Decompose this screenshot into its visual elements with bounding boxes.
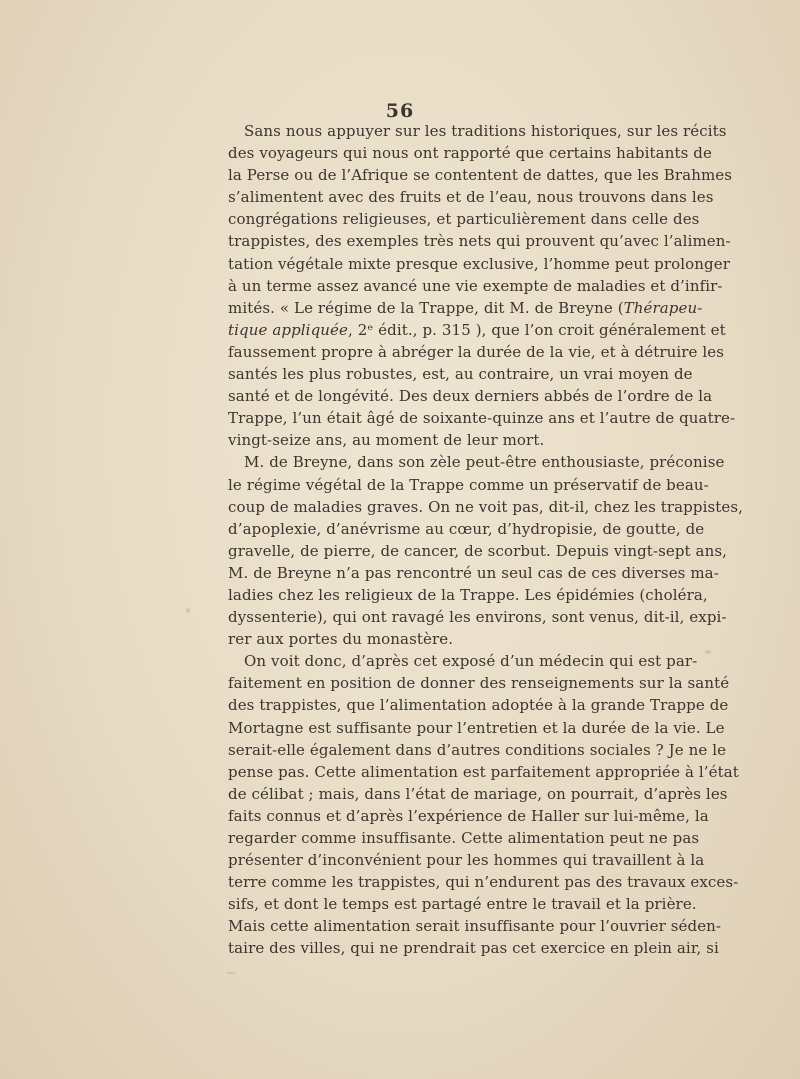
ink-speck [705,650,711,654]
text-line: dyssenterie), qui ont ravagé les environs, sont venus, dit-il, expi- [228,608,727,627]
italic-text: tique appliquée [228,320,348,339]
text-line: congrégations religieuses, et particulièrement dans celle des [228,210,700,229]
text-line: ladies chez les religieux de la Trappe. Les épidémies (choléra, [228,585,708,604]
text-line: Mortagne est suffisante pour l’entretien et la durée de la vie. Le [228,718,725,737]
text-line: s’alimentent avec des fruits et de l’eau, nous trouvons dans les [228,188,714,207]
text-segment: , 2ᵉ édit., p. 315 ), que l’on croit généralement et [348,320,726,339]
text-line: pense pas. Cette alimentation est parfaitement appropriée à l’état [228,762,739,781]
text-line: M. de Breyne, dans son zèle peut-être enthousiaste, préconise [244,453,725,472]
text-line: Trappe, l’un était âgé de soixante-quinze ans et l’autre de quatre- [228,409,736,428]
text-line: rer aux portes du monastère. [228,630,454,649]
text-line: serait-elle également dans d’autres conditions sociales ? Je ne le [228,740,727,759]
ink-speck [226,972,236,974]
text-line: gravelle, de pierre, de cancer, de scorbut. Depuis vingt-sept ans, [228,541,728,560]
text-line: Mais cette alimentation serait insuffisante pour l’ouvrier séden- [228,917,722,936]
text-line: trappistes, des exemples très nets qui prouvent qu’avec l’alimen- [228,232,731,251]
text-line: taire des villes, qui ne prendrait pas cet exercice en plein air, si [228,939,719,958]
text-line: à un terme assez avancé une vie exempte de maladies et d’infir- [228,276,723,295]
text-line [228,297,703,319]
text-line: d’apoplexie, d’anévrisme au cœur, d’hydropisie, de goutte, de [228,519,705,538]
text-segment: mités. « Le régime de la Trappe, dit M. de Breyne ( [228,298,624,317]
text-line: des voyageurs qui nous ont rapporté que certains habitants de [228,144,712,163]
text-line: le régime végétal de la Trappe comme un préservatif de beau- [228,475,709,494]
text-line: des trappistes, que l’alimentation adoptée à la grande Trappe de [228,696,729,715]
text-line: présenter d’inconvénient pour les hommes qui travaillent à la [228,851,705,870]
text-line: tation végétale mixte presque exclusive, l’homme peut prolonger [228,254,731,273]
text-line: M. de Breyne n’a pas rencontré un seul cas de ces diverses ma- [228,563,719,582]
text-line: santé et de longévité. Des deux derniers abbés de l’ordre de la [228,387,713,406]
text-line: la Perse ou de l’Afrique se contentent de dattes, que les Brahmes [228,166,733,185]
italic-text: Thérapeu- [623,298,703,317]
ink-speck [186,608,190,613]
text-line: faits connus et d’après l’expérience de Haller sur lui-même, la [228,806,709,825]
text-line: On voit donc, d’après cet exposé d’un médecin qui est par- [244,652,698,671]
text-line: regarder comme insuffisante. Cette alimentation peut ne pas [228,829,700,847]
text-line: santés les plus robustes, est, au contraire, un vrai moyen de [228,365,693,384]
text-line: coup de maladies graves. On ne voit pas, dit-il, chez les trappistes, [228,497,744,516]
page-number: 56 [385,100,415,122]
text-line: vingt-seize ans, au moment de leur mort. [228,431,545,450]
text-line: de célibat ; mais, dans l’état de mariage, on pourrait, d’après les [228,784,728,803]
text-line [228,319,726,341]
body-text [228,120,744,960]
text-line: faitement en position de donner des renseignements sur la santé [228,674,730,693]
text-line: faussement propre à abréger la durée de la vie, et à détruire les [228,342,725,361]
text-line: terre comme les trappistes, qui n’endurent pas des travaux exces- [228,873,739,892]
text-line: sifs, et dont le temps est partagé entre le travail et la prière. [228,895,697,914]
text-line: Sans nous appuyer sur les traditions historiques, sur les récits [244,122,727,140]
